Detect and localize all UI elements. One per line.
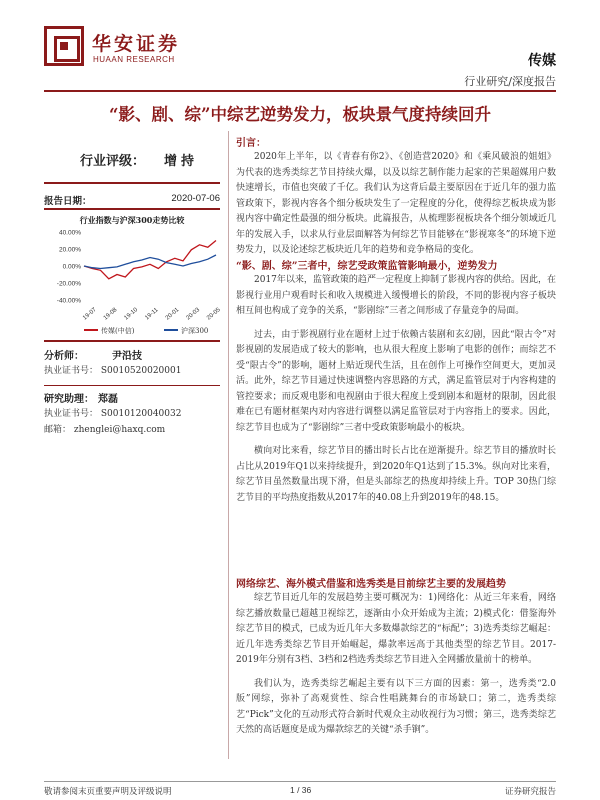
x-tick-label: 20-05 bbox=[206, 307, 222, 322]
researcher-email[interactable]: 邮箱： zhenglei@haxq.com bbox=[44, 425, 166, 435]
researcher-name: 郑磊 bbox=[98, 394, 118, 405]
series-line bbox=[84, 241, 216, 279]
report-type: 行业研究/深度报告 bbox=[464, 75, 556, 88]
logo-text: 华安证券 bbox=[92, 33, 181, 55]
divider bbox=[44, 182, 220, 184]
section-1-paragraph-3: 横向对比来看，综艺节目的播出时长占比在逆渐提升。综艺节目的播放时长占比从2019年Q1以来持续提升，到2020年Q1达到了15.3%。纵向对比来看，综艺节目虽然数量出现下滑，但是头部综艺的热度却持续上升。TOP 30热门综艺节目的平均热度指数从2017年的40.08上升到2019年的48.15。 bbox=[236, 446, 556, 503]
legend-label: 沪深300 bbox=[181, 327, 209, 335]
x-tick-label: 20-01 bbox=[164, 307, 181, 322]
report-title: “影、剧、综”中综艺逆势发力，板块景气度持续回升 bbox=[109, 105, 491, 124]
header-divider bbox=[44, 90, 556, 92]
researcher-label: 研究助理： bbox=[44, 394, 94, 405]
y-tick-label: -40.00% bbox=[56, 297, 81, 305]
sector-label: 传媒 bbox=[528, 53, 556, 69]
section-1-body bbox=[236, 273, 556, 506]
index-comparison-chart bbox=[44, 228, 220, 338]
rating-label: 行业评级： bbox=[80, 154, 146, 169]
section-2-heading: 网络综艺、海外模式借鉴和选秀类是目前综艺主要的发展趋势 bbox=[236, 579, 506, 590]
intro-section bbox=[236, 150, 556, 259]
chart-title: 行业指数与沪深300走势比较 bbox=[79, 215, 185, 225]
analyst-cert: 执业证书号： S0010520020001 bbox=[44, 366, 182, 376]
page-number: 1 / 36 bbox=[290, 785, 312, 795]
analyst-label: 分析师： bbox=[44, 351, 84, 362]
series-line bbox=[84, 255, 216, 269]
x-tick-label: 19-08 bbox=[102, 307, 119, 322]
logo-subtext: HUAAN RESEARCH bbox=[93, 55, 175, 64]
divider bbox=[44, 340, 220, 342]
section-1-heading: “影、剧、综”三者中，综艺受政策监管影响最小，逆势发力 bbox=[236, 261, 498, 272]
y-tick-label: -20.00% bbox=[56, 280, 81, 288]
logo-emblem bbox=[44, 26, 84, 66]
date-label: 报告日期： bbox=[44, 196, 92, 207]
divider bbox=[44, 208, 220, 210]
footer-divider bbox=[44, 781, 556, 782]
intro-heading: 引言： bbox=[236, 138, 266, 149]
column-divider bbox=[228, 131, 229, 759]
section-2-paragraph-1: 综艺节目近几年的发展趋势主要可概况为：1)网络化：从近三年来看，网络综艺播放数量已超越卫视综艺，逐渐由小众开始成为主流；2)模式化：借鉴海外综艺节目的模式，已成为近几年大多数爆款综艺的“标配”；3)选秀类综艺崛起：近几年选秀类综艺节目开始崛起，爆款率远高于其他类型的综艺节目。2017-2019年分别有3档、3档和2档选秀类综艺节目进入全网播放量前十的榜单。 bbox=[236, 593, 556, 665]
researcher-cert: 执业证书号： S0010120040032 bbox=[44, 409, 182, 419]
intro-paragraph: 2020年上半年，以《青春有你2》、《创造营2020》和《乘风破浪的姐姐》为代表的选秀类综艺节目持续火爆，以及以综艺制作能力起家的芒果超媒用户数快速增长，市值也突破了千亿。我们认为这背后最主要原因在于近几年的强力监管政策下，影视内容各个细分板块发生了一定程度的分化，使得综艺板块成为影视内容中确定性最强的细分板块。此篇报告，从梳理影视板块各个细分领域近几年的发展入手，以求从行业层面解答为何综艺节目能够在“影视寒冬”的环境下逆势发力，以及论述综艺板块近几年的趋势和竞争格局的变化。 bbox=[236, 152, 556, 255]
date-value: 2020-07-06 bbox=[171, 193, 220, 204]
section-2-body bbox=[236, 591, 556, 739]
rating-value: 增持 bbox=[164, 154, 199, 169]
y-tick-label: 20.00% bbox=[58, 246, 81, 254]
footer-disclaimer: 敬请参阅末页重要声明及评级说明 bbox=[44, 787, 172, 797]
y-tick-label: 0.00% bbox=[62, 263, 81, 271]
legend-label: 传媒(中信) bbox=[101, 327, 135, 335]
analyst-name: 尹沿技 bbox=[112, 351, 142, 362]
footer-label: 证券研究报告 bbox=[504, 787, 556, 797]
divider bbox=[44, 385, 220, 386]
section-2-paragraph-2: 我们认为，选秀类综艺崛起主要有以下三方面的因素：第一，选秀类“2.0版”网综，弥补了高观赏性、综合性唱跳舞台的市场缺口；第二，选秀类综艺“Pick”文化的互动形式符合新时代观众主动收视行为习惯；第三，选秀类综艺天然的高话题度是成为爆款综艺的关键“杀手锏”。 bbox=[236, 678, 556, 735]
x-tick-label: 20-03 bbox=[185, 307, 202, 322]
section-1-paragraph-1: 2017年以来，监管政策的趋严一定程度上抑制了影视内容的供给。因此，在影视行业用户观看时长和收入规模进入缓慢增长的阶段，不同的影视内容子板块相互间也构成了竞争的关系，“影剧综”三者之间形成了存量竞争的局面。 bbox=[236, 275, 556, 316]
y-tick-label: 40.00% bbox=[58, 229, 81, 237]
x-tick-label: 19-07 bbox=[82, 307, 98, 322]
x-tick-label: 19-10 bbox=[123, 307, 140, 322]
section-1-paragraph-2: 过去，由于影视剧行业在题材上过于依赖古装剧和玄幻剧，因此“限古令”对影视剧的发展造成了较大的影响，也从很大程度上影响了电影的创作；而综艺不受“限古令”的影响，题材上贴近现代生活，且在创作上可操作空间更大，更加灵活。此外，综艺节目通过快速调整内容思路的方式，满足监管层对于内容构建的管控要求；而反观电影和电视剧由于很大程度上受到剧本和题材的限制，因此很难在已有题材框架内对内容进行调整以满足监管层对于内容指上的要求。因此，综艺节目也成为了“影剧综”三者中受政策影响最小的板块。 bbox=[236, 329, 556, 433]
x-tick-label: 19-11 bbox=[144, 307, 160, 322]
